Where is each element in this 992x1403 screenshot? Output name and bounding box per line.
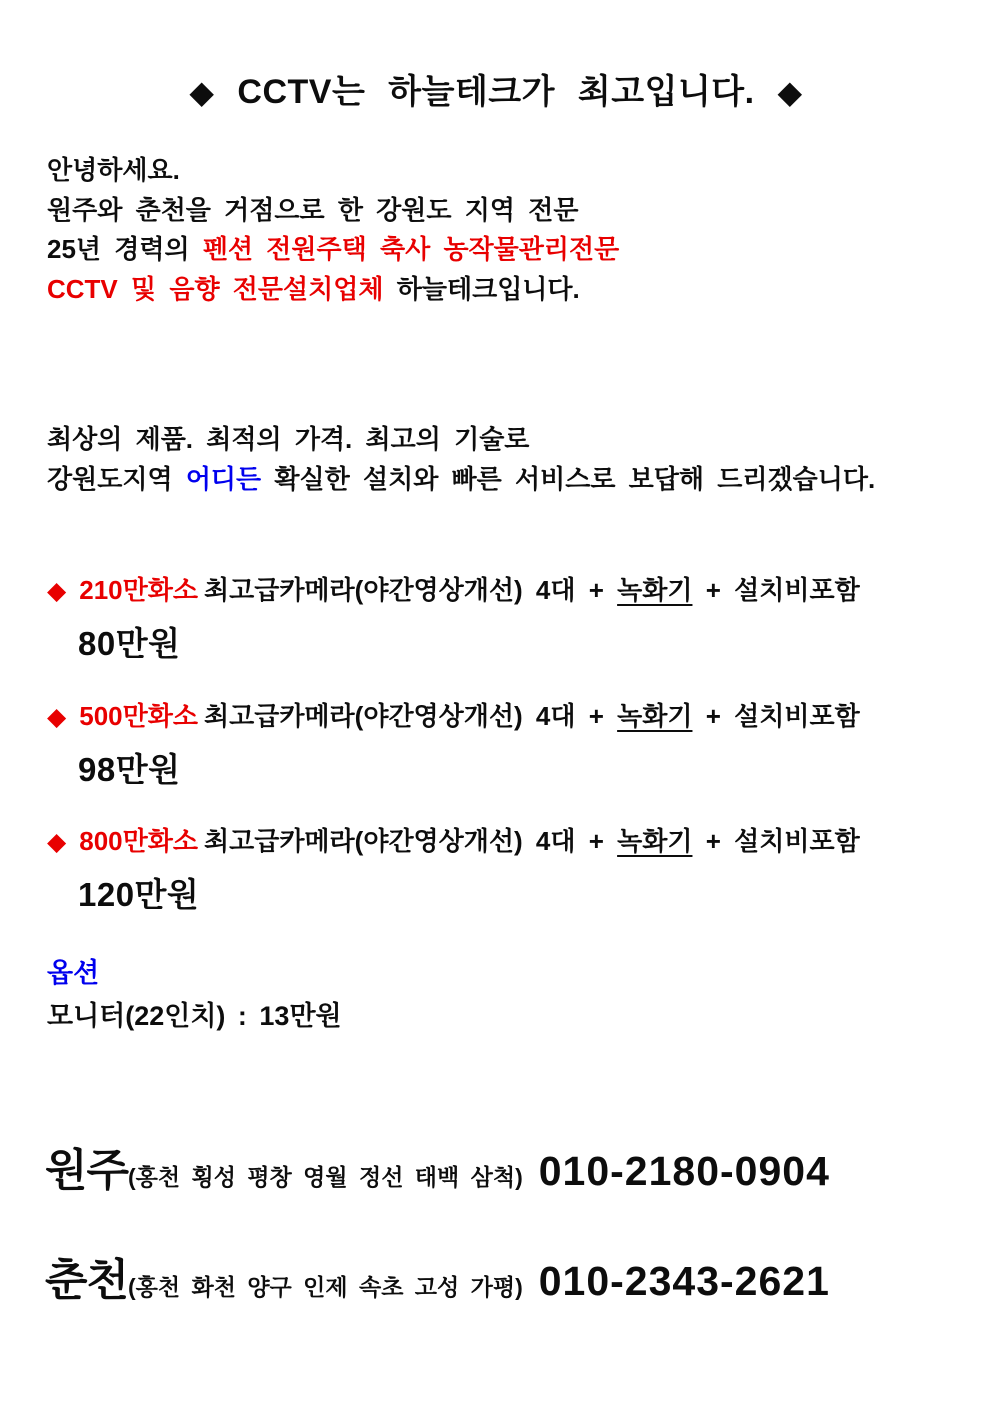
page-title (0, 64, 992, 113)
pitch-paragraph (47, 419, 875, 499)
intro-line-greeting: 안녕하세요. (47, 155, 180, 185)
contact-chuncheon-city: 춘천 (45, 1256, 129, 1305)
package-210mp-price: 80만원 (78, 625, 181, 662)
package-500mp-resolution: 500만화소 (79, 701, 198, 731)
diamond-icon: ◆ (777, 74, 803, 110)
pitch-line-service-before: 강원도지역 (47, 464, 186, 494)
intro-line-experience-black: 25년 경력의 (47, 234, 203, 264)
package-800mp-recorder: 녹화기 (617, 826, 693, 856)
intro-line-experience-red: 펜션 전원주택 축사 농작물관리전문 (202, 234, 620, 264)
intro-paragraph (47, 151, 619, 309)
contact-wonju-phone: 010-2180-0904 (538, 1148, 830, 1194)
contact-chuncheon (45, 1244, 830, 1308)
package-800mp-desc-after: + 설치비포함 (692, 826, 860, 856)
intro-line-experience (47, 230, 619, 270)
diamond-icon: ◆ (47, 703, 67, 731)
package-210mp-desc-before: 최고급카메라(야간영상개선) 4대 + (203, 575, 618, 605)
pitch-line-service-highlight: 어디든 (185, 464, 262, 494)
contact-wonju (45, 1134, 830, 1198)
page-title-text: CCTV는 하늘테크가 최고입니다. (237, 73, 755, 111)
package-500mp-recorder: 녹화기 (617, 701, 693, 731)
intro-line-company-red: CCTV 및 음향 전문설치업체 (47, 273, 384, 304)
contact-chuncheon-regions: (홍천 화천 양구 인제 속초 고성 가평) (128, 1274, 523, 1300)
pitch-line-service-after: 확실한 설치와 빠른 서비스로 보답해 드리겠습니다. (261, 464, 876, 494)
package-210mp-desc-after: + 설치비포함 (692, 575, 860, 605)
intro-line-company-black: 하늘테크입니다. (383, 273, 580, 304)
package-800mp-line (47, 821, 860, 858)
intro-line-region: 원주와 춘천을 거점으로 한 강원도 지역 전문 (47, 194, 579, 225)
contact-wonju-regions: (홍천 횡성 평창 영월 정선 태백 삼척) (128, 1164, 523, 1190)
package-500mp-price: 98만원 (78, 751, 181, 788)
contact-chuncheon-phone: 010-2343-2621 (538, 1258, 830, 1304)
package-800mp-desc-before: 최고급카메라(야간영상개선) 4대 + (203, 826, 618, 856)
intro-line-company (47, 270, 619, 310)
package-210mp-resolution: 210만화소 (79, 575, 198, 605)
package-210mp-recorder: 녹화기 (617, 575, 693, 605)
package-800mp-price: 120만원 (78, 876, 200, 913)
diamond-icon: ◆ (47, 577, 67, 605)
package-800mp-resolution: 800만화소 (79, 826, 198, 856)
diamond-icon: ◆ (47, 828, 67, 856)
package-210mp-line (47, 570, 860, 607)
package-500mp (47, 696, 860, 791)
package-210mp (47, 570, 860, 665)
package-500mp-desc-before: 최고급카메라(야간영상개선) 4대 + (203, 701, 618, 731)
options-item-monitor: 모니터(22인치) : 13만원 (47, 1001, 342, 1031)
package-500mp-line (47, 696, 860, 733)
contact-wonju-city: 원주 (45, 1146, 129, 1195)
diamond-icon: ◆ (189, 74, 215, 110)
package-800mp (47, 821, 860, 916)
pitch-line-service (47, 459, 875, 499)
pitch-line-quality: 최상의 제품. 최적의 가격. 최고의 기술로 (47, 424, 530, 454)
package-500mp-desc-after: + 설치비포함 (692, 701, 860, 731)
options-heading: 옵션 (47, 958, 100, 988)
